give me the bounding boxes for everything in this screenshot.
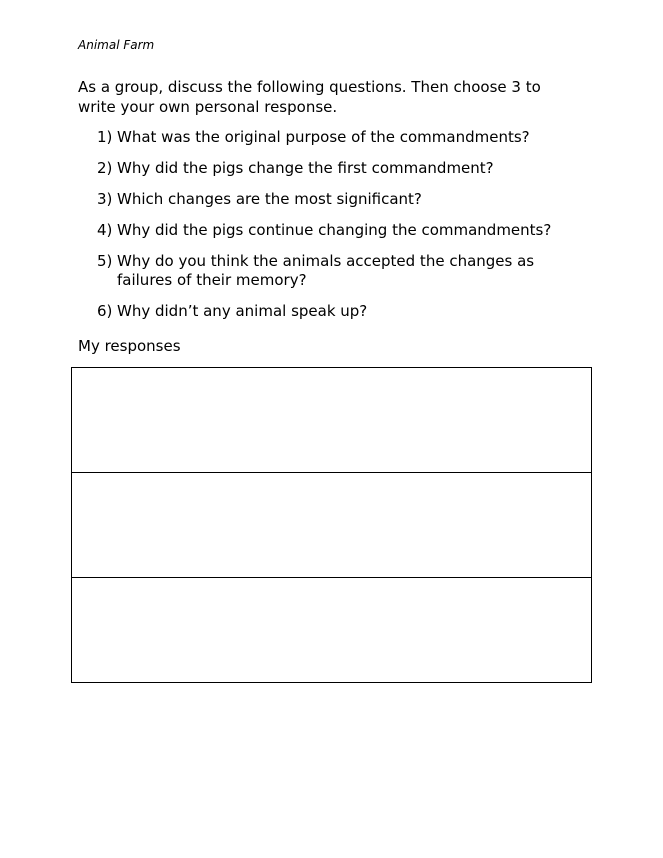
question-text: Why did the pigs continue changing the commandments?	[117, 221, 552, 239]
response-row	[72, 473, 592, 578]
document-header: Animal Farm	[78, 38, 155, 52]
question-text: Why didn’t any animal speak up?	[117, 302, 368, 320]
question-item	[97, 128, 577, 147]
question-number: 4)	[97, 221, 113, 239]
question-text: Why do you think the animals accepted the changes as failures of their memory?	[117, 252, 535, 289]
question-item	[97, 159, 577, 178]
question-number: 5)	[97, 252, 113, 270]
response-row	[72, 578, 592, 683]
response-box-1[interactable]	[72, 368, 592, 473]
question-item	[97, 302, 577, 321]
response-box-2[interactable]	[72, 473, 592, 578]
question-number: 1)	[97, 128, 113, 146]
question-number: 6)	[97, 302, 113, 320]
question-text: Why did the pigs change the first commandment?	[117, 159, 494, 177]
question-item	[97, 252, 577, 290]
question-number: 2)	[97, 159, 113, 177]
question-text: Which changes are the most significant?	[117, 190, 422, 208]
question-number: 3)	[97, 190, 113, 208]
responses-heading: My responses	[78, 337, 181, 355]
response-row	[72, 368, 592, 473]
response-box-3[interactable]	[72, 578, 592, 683]
question-item	[97, 221, 577, 240]
question-list	[97, 128, 577, 333]
question-text: What was the original purpose of the commandments?	[117, 128, 530, 146]
instructions-paragraph: As a group, discuss the following questions. Then choose 3 to write your own personal response.	[78, 78, 541, 116]
question-item	[97, 190, 577, 209]
response-table	[71, 367, 592, 683]
